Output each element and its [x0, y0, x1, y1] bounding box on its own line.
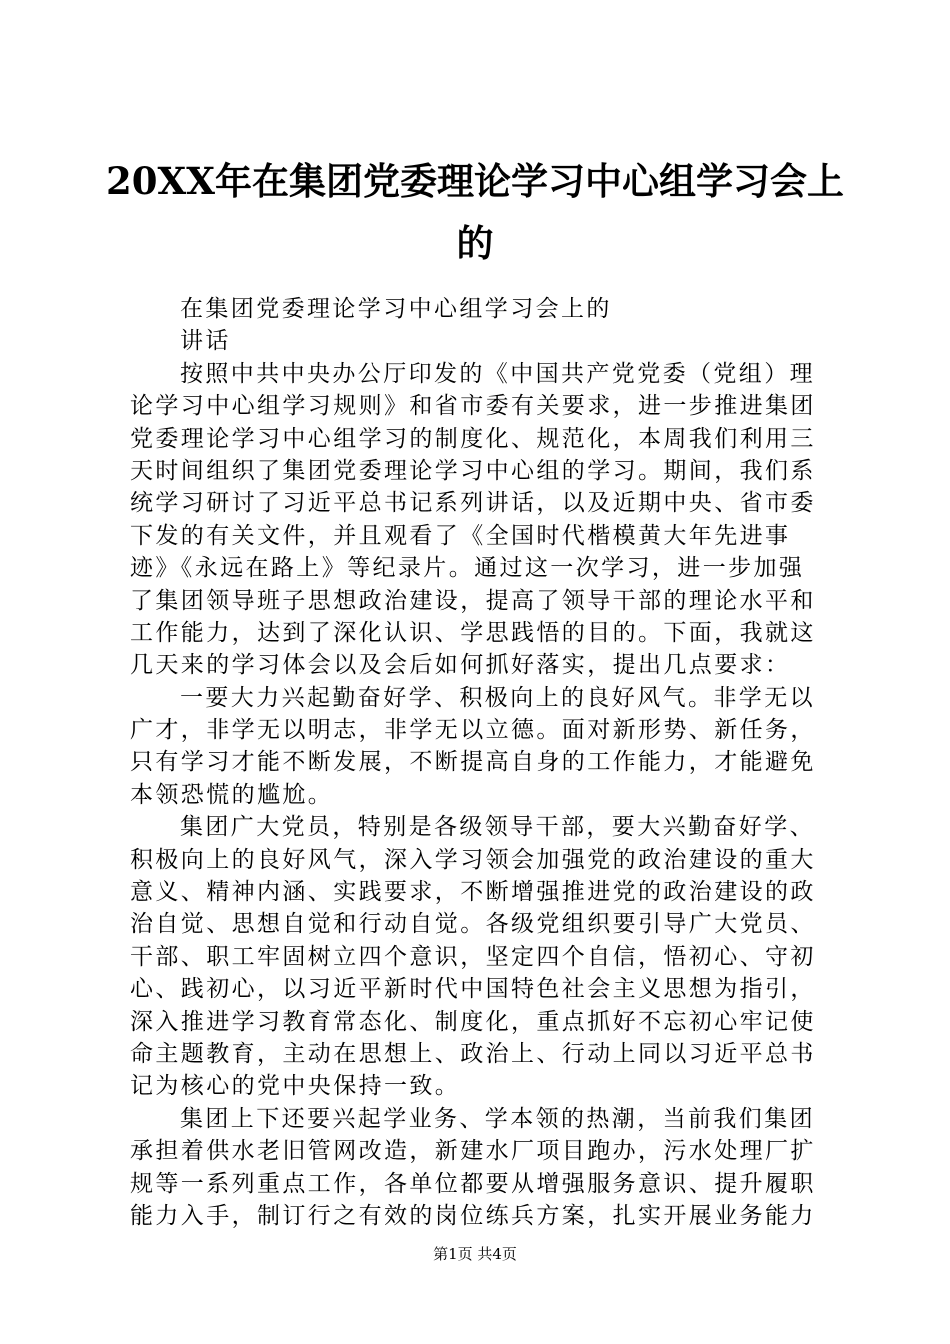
- body-line: 记为核心的党中央保持一致。: [130, 1073, 461, 1100]
- body-line: 按照中共中央办公厅印发的《中国共产党党委（党组）理: [180, 360, 815, 387]
- body-line: 几天来的学习体会以及会后如何抓好落实，提出几点要求：: [130, 652, 791, 679]
- body-line: 能力入手，制订行之有效的岗位练兵方案，扎实开展业务能力: [130, 1202, 816, 1229]
- body-line: 论学习中心组学习规则》和省市委有关要求，进一步推进集团: [130, 393, 816, 420]
- body-line: 只有学习才能不断发展，不断提高自身的工作能力，才能避免: [130, 749, 816, 776]
- body-line: 工作能力，达到了深化认识、学思践悟的目的。下面，我就这: [130, 619, 816, 646]
- document-body: [130, 293, 830, 1232]
- body-line: 讲话: [180, 328, 231, 355]
- body-line: 命主题教育，主动在思想上、政治上、行动上同以习近平总书: [130, 1040, 816, 1067]
- body-line: 本领恐慌的尴尬。: [130, 781, 334, 808]
- document-title-line-2: 的: [456, 221, 494, 265]
- body-line: 在集团党委理论学习中心组学习会上的: [180, 296, 612, 322]
- body-line: 迹》《永远在路上》等纪录片。通过这一次学习，进一步加强: [130, 555, 805, 582]
- body-line: 天时间组织了集团党委理论学习中心组的学习。期间，我们系: [130, 457, 816, 484]
- body-line: 党委理论学习中心组学习的制度化、规范化，本周我们利用三: [130, 425, 816, 452]
- body-line: 积极向上的良好风气，深入学习领会加强党的政治建设的重大: [130, 846, 816, 873]
- body-line: 干部、职工牢固树立四个意识，坚定四个自信，悟初心、守初: [130, 943, 816, 970]
- body-line: 广才，非学无以明志，非学无以立德。面对新形势、新任务，: [130, 717, 816, 744]
- document-title-line-1: 20XX年在集团党委理论学习中心组学习会上: [106, 159, 844, 203]
- page-footer: 第1页 共4页: [433, 1245, 517, 1263]
- body-line: 了集团领导班子思想政治建设，提高了领导干部的理论水平和: [130, 587, 816, 614]
- body-line: 治自觉、思想自觉和行动自觉。各级党组织要引导广大党员、: [130, 911, 816, 938]
- body-line: 一要大力兴起勤奋好学、积极向上的良好风气。非学无以: [180, 684, 815, 711]
- body-line: 承担着供水老旧管网改造，新建水厂项目跑办，污水处理厂扩: [130, 1138, 816, 1165]
- body-line: 规等一系列重点工作，各单位都要从增强服务意识、提升履职: [130, 1170, 816, 1197]
- body-line: 统学习研讨了习近平总书记系列讲话，以及近期中央、省市委: [130, 490, 816, 517]
- body-line: 下发的有关文件，并且观看了《全国时代楷模黄大年先进事: [130, 522, 791, 549]
- body-line: 集团广大党员，特别是各级领导干部，要大兴勤奋好学、: [180, 814, 815, 841]
- body-line: 集团上下还要兴起学业务、学本领的热潮，当前我们集团: [180, 1105, 815, 1132]
- body-line: 心、践初心，以习近平新时代中国特色社会主义思想为指引，: [130, 976, 816, 1003]
- body-line: 意义、精神内涵、实践要求，不断增强推进党的政治建设的政: [130, 879, 816, 906]
- body-line: 深入推进学习教育常态化、制度化，重点抓好不忘初心牢记使: [130, 1008, 816, 1035]
